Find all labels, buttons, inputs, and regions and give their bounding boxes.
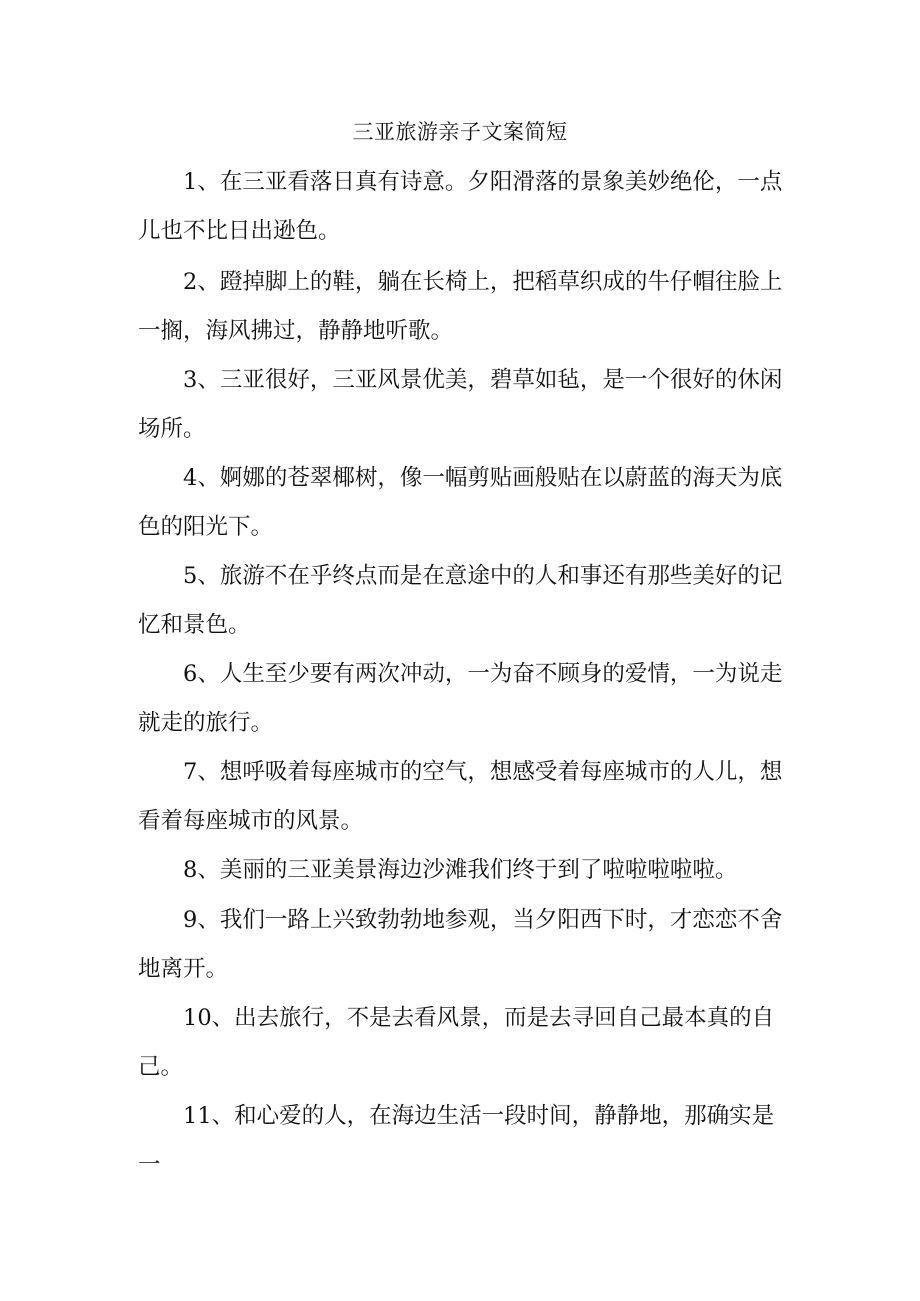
paragraph-5: 5、旅游不在乎终点而是在意途中的人和事还有那些美好的记忆和景色。 (138, 563, 783, 638)
paragraph-9: 9、我们一路上兴致勃勃地参观，当夕阳西下时，才恋恋不舍地离开。 (138, 907, 783, 982)
paragraph-8: 8、美丽的三亚美景海边沙滩我们终于到了啦啦啦啦啦。 (183, 857, 738, 883)
paragraph-4: 4、婀娜的苍翠椰树，像一幅剪贴画般贴在以蔚蓝的海天为底色的阳光下。 (138, 465, 783, 540)
document-title: 三亚旅游亲子文案简短 (352, 120, 568, 144)
paragraph-1: 1、在三亚看落日真有诗意。夕阳滑落的景象美妙绝伦，一点儿也不比日出逊色。 (138, 169, 783, 244)
paragraph-7: 7、想呼吸着每座城市的空气，想感受着每座城市的人儿，想看着每座城市的风景。 (138, 759, 783, 834)
paragraph-3: 3、三亚很好，三亚风景优美，碧草如毡，是一个很好的休闲场所。 (138, 367, 783, 442)
paragraph-6: 6、人生至少要有两次冲动，一为奋不顾身的爱情，一为说走就走的旅行。 (138, 661, 783, 736)
paragraph-11: 11、和心爱的人，在海边生活一段时间，静静地，那确实是一 (138, 1103, 775, 1178)
paragraph-2: 2、蹬掉脚上的鞋，躺在长椅上，把稻草织成的牛仔帽往脸上一搁，海风拂过，静静地听歌。 (138, 269, 783, 344)
paragraph-10: 10、出去旅行，不是去看风景，而是去寻回自己最本真的自己。 (138, 1005, 775, 1080)
